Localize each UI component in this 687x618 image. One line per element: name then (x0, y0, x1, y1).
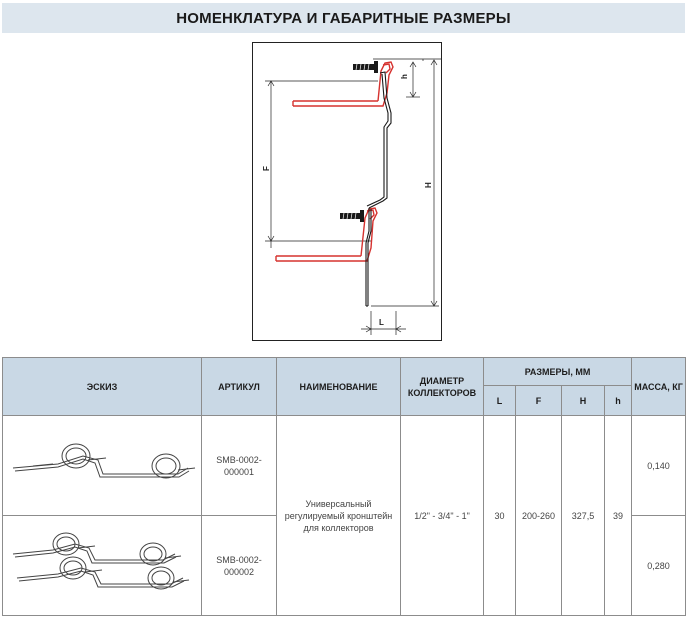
bracket-profile (366, 72, 391, 306)
header-sketch: ЭСКИЗ (3, 358, 202, 416)
dimension-drawing (252, 42, 442, 341)
single-bracket-sketch (3, 416, 201, 512)
header-sizes: РАЗМЕРЫ, ММ (484, 358, 632, 386)
article-cell: SMB-0002-000002 (202, 516, 277, 616)
header-diameter: ДИАМЕТР КОЛЛЕКТОРОВ (401, 358, 484, 416)
header-L: L (484, 386, 516, 416)
H-cell: 327,5 (562, 416, 605, 616)
header-F: F (516, 386, 562, 416)
article-cell: SMB-0002-000001 (202, 416, 277, 516)
screw-bottom (340, 210, 364, 222)
sketch-double-bracket (3, 516, 202, 616)
header-mass: МАССА, КГ (632, 358, 686, 416)
label-F: F (262, 166, 271, 171)
double-bracket-sketch (3, 516, 201, 612)
L-cell: 30 (484, 416, 516, 616)
spec-table (2, 357, 686, 616)
header-H: H (562, 386, 605, 416)
F-cell: 200-260 (516, 416, 562, 616)
bracket-dimension-diagram (253, 43, 441, 340)
collector-pipes (276, 62, 393, 261)
header-h: h (605, 386, 632, 416)
table-row (3, 416, 686, 516)
mass-cell: 0,140 (632, 416, 686, 516)
screw-top (353, 61, 378, 73)
diameter-cell: 1/2" - 3/4" - 1" (401, 416, 484, 616)
sketch-single-bracket (3, 416, 202, 516)
header-name: НАИМЕНОВАНИЕ (277, 358, 401, 416)
header-article: АРТИКУЛ (202, 358, 277, 416)
h-cell: 39 (605, 416, 632, 616)
label-H: H (424, 182, 433, 188)
mass-cell: 0,280 (632, 516, 686, 616)
name-cell: Универсальный регулируемый кронштейн для коллекторов (277, 416, 401, 616)
label-L: L (379, 318, 384, 327)
page-title: НОМЕНКЛАТУРА И ГАБАРИТНЫЕ РАЗМЕРЫ (2, 3, 685, 33)
label-h: h (400, 74, 409, 79)
